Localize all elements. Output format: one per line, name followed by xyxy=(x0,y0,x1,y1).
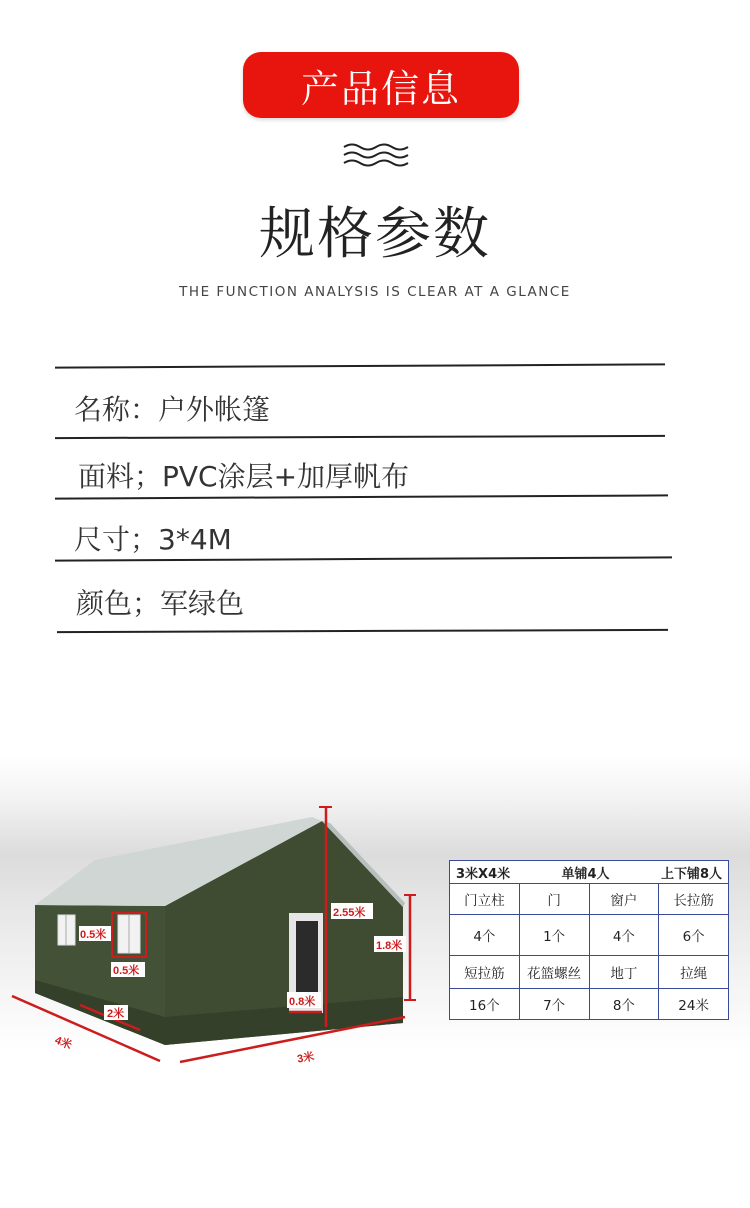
dim-side-width: 2米 xyxy=(107,1008,125,1020)
dim-window-width: 0.5米 xyxy=(80,929,107,941)
parts-table xyxy=(449,860,729,1020)
table-row xyxy=(450,956,729,989)
spec-material: 面料；PVC涂层+加厚帆布 xyxy=(78,460,410,493)
table-cell: 地丁 xyxy=(589,956,659,989)
divider xyxy=(57,629,668,633)
dim-depth: 4米 xyxy=(52,1034,74,1052)
table-cell: 长拉筋 xyxy=(659,884,729,915)
page-title: 规格参数 xyxy=(259,202,491,267)
divider xyxy=(55,435,665,439)
divider xyxy=(55,363,665,368)
dim-wall-height: 1.8米 xyxy=(376,940,403,952)
table-row xyxy=(450,884,729,915)
table-cell: 拉绳 xyxy=(659,956,729,989)
dim-ridge-height: 2.55米 xyxy=(333,907,366,919)
table-cell: 8个 xyxy=(589,989,659,1020)
dim-door-width: 0.8米 xyxy=(289,996,316,1008)
table-cell: 24米 xyxy=(659,989,729,1020)
page-subtitle: THE FUNCTION ANALYSIS IS CLEAR AT A GLANCE xyxy=(179,284,571,300)
table-header-row xyxy=(450,861,729,884)
spec-color: 颜色；军绿色 xyxy=(76,587,245,620)
wave-icon xyxy=(343,142,409,168)
spec-name: 名称：户外帐篷 xyxy=(74,393,271,426)
header-single-bunk: 单铺4人 xyxy=(561,866,610,882)
table-cell: 短拉筋 xyxy=(450,956,520,989)
header-double-bunk: 上下铺8人 xyxy=(660,866,722,882)
dim-window-height: 0.5米 xyxy=(113,965,140,977)
table-cell: 4个 xyxy=(450,915,520,956)
table-cell: 花篮螺丝 xyxy=(519,956,589,989)
table-row xyxy=(450,915,729,956)
header-size: 3米X4米 xyxy=(456,866,511,882)
spec-size: 尺寸；3*4M xyxy=(74,523,232,556)
divider xyxy=(55,494,668,499)
table-cell: 16个 xyxy=(450,989,520,1020)
table-row xyxy=(450,989,729,1020)
table-cell: 窗户 xyxy=(589,884,659,915)
table-cell: 门立柱 xyxy=(450,884,520,915)
table-cell: 门 xyxy=(519,884,589,915)
section-badge: 产品信息 xyxy=(243,52,519,118)
table-header-cell xyxy=(450,861,729,884)
table-cell: 1个 xyxy=(519,915,589,956)
table-cell: 4个 xyxy=(589,915,659,956)
dim-width: 3米 xyxy=(296,1050,316,1066)
table-cell: 7个 xyxy=(519,989,589,1020)
table-cell: 6个 xyxy=(659,915,729,956)
